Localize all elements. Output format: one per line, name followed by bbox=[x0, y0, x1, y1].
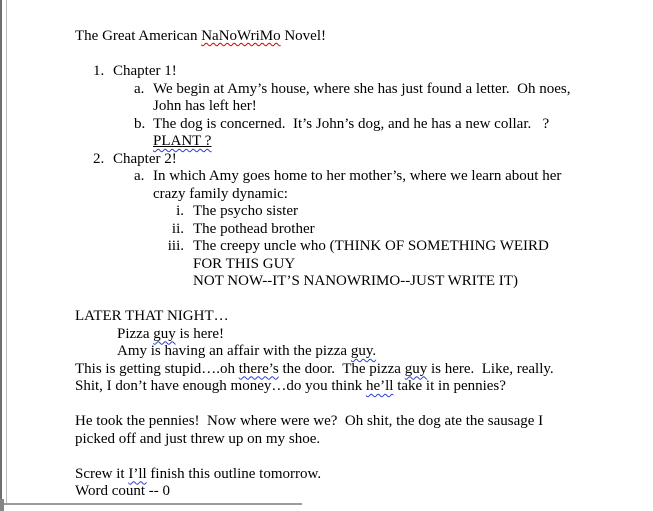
list-marker: a. bbox=[134, 80, 145, 97]
list-marker: i. bbox=[176, 203, 184, 219]
list-marker: a. bbox=[134, 168, 145, 184]
list-marker: 2. bbox=[93, 150, 105, 167]
outline-text: FOR THIS GUY bbox=[193, 255, 296, 272]
he-took-pennies-cont bbox=[75, 431, 653, 449]
paragraph-text: This is getting stupid….oh bbox=[75, 360, 239, 377]
outline-text: In which Amy goes home to her mother’s, where we learn about her bbox=[153, 168, 562, 184]
outline-subitem-iii-cont bbox=[75, 256, 653, 274]
affair-line bbox=[75, 343, 653, 361]
outline-item-1b-plant-note bbox=[75, 133, 653, 151]
outline-text: The creepy uncle who (THINK OF SOMETHING WEIRD bbox=[193, 238, 549, 254]
paragraph-text: picked off and just threw up on my shoe. bbox=[75, 430, 321, 447]
window-bottom-border bbox=[0, 503, 302, 505]
window-corner-mark bbox=[0, 499, 4, 511]
outline-item-1b bbox=[75, 116, 653, 134]
grammar-flagged-word: I’ll bbox=[128, 465, 147, 482]
screw-it-line bbox=[75, 466, 653, 484]
outline-text: The psycho sister bbox=[193, 203, 298, 219]
outline-subitem-iii bbox=[75, 238, 653, 256]
outline-subitem-ii bbox=[75, 221, 653, 239]
outline-item-chapter1 bbox=[75, 63, 653, 81]
outline-item-2a bbox=[75, 168, 653, 186]
grammar-flagged-word: guy. bbox=[350, 343, 377, 359]
blank-line bbox=[75, 448, 653, 466]
paragraph-text: is here! bbox=[175, 325, 225, 342]
outline-item-1a bbox=[75, 81, 653, 99]
pizza-guy-line bbox=[75, 326, 653, 344]
grammar-flagged-word: he’ll bbox=[365, 378, 394, 394]
doc-title bbox=[75, 28, 653, 46]
list-marker: b. bbox=[134, 115, 146, 132]
paragraph-text: Screw it bbox=[75, 465, 129, 482]
document-page[interactable] bbox=[7, 0, 653, 503]
outline-text: NOT NOW--IT’S NANOWRIMO--JUST WRITE IT) bbox=[193, 273, 518, 289]
outline-subitem-iii-cont2 bbox=[75, 273, 653, 291]
grammar-flagged-word: PLANT ? bbox=[153, 133, 212, 149]
outline-text: We begin at Amy’s house, where she has just found a letter. Oh noes, bbox=[153, 80, 571, 97]
paragraph-text: Amy is having an affair with the pizza bbox=[117, 343, 351, 359]
he-took-pennies-line bbox=[75, 413, 653, 431]
paragraph-text: finish this outline tomorrow. bbox=[146, 465, 322, 482]
outline-text: The dog is concerned. It’s John’s dog, and he has a new collar. ? bbox=[153, 115, 550, 132]
outline-item-2a-cont bbox=[75, 186, 653, 204]
outline-item-chapter2 bbox=[75, 151, 653, 169]
outline-text: Chapter 1! bbox=[113, 63, 177, 79]
blank-line bbox=[75, 291, 653, 309]
getting-stupid-line bbox=[75, 361, 653, 379]
list-marker: ii. bbox=[171, 220, 184, 237]
blank-line bbox=[75, 46, 653, 64]
misspelled-word: NaNoWriMo bbox=[201, 28, 281, 44]
list-marker: iii. bbox=[167, 238, 184, 254]
grammar-flagged-word: there’s bbox=[238, 360, 279, 377]
paragraph-text: is here. Like, really. bbox=[427, 360, 554, 377]
outline-text: crazy family dynamic: bbox=[153, 185, 288, 202]
title-text-pre: The Great American bbox=[75, 28, 202, 44]
paragraph-text: LATER THAT NIGHT… bbox=[75, 308, 229, 324]
list-marker: 1. bbox=[93, 63, 105, 79]
outline-subitem-i bbox=[75, 203, 653, 221]
paragraph-text: take it in pennies? bbox=[393, 378, 506, 394]
underlined-text bbox=[153, 133, 211, 149]
outline-item-1a-cont bbox=[75, 98, 653, 116]
title-text-post: Novel! bbox=[280, 28, 326, 44]
later-that-night-header bbox=[75, 308, 653, 326]
outline-text: Chapter 2! bbox=[113, 150, 177, 167]
outline-text: The pothead brother bbox=[193, 220, 315, 237]
paragraph-text: Word count -- 0 bbox=[75, 483, 171, 499]
pennies-question-line bbox=[75, 378, 653, 396]
paragraph-text: the door. The pizza bbox=[278, 360, 405, 377]
outline-text: John has left her! bbox=[153, 98, 257, 114]
grammar-flagged-word: guy bbox=[404, 360, 428, 377]
window-left-border bbox=[0, 0, 2, 511]
word-count-line bbox=[75, 483, 653, 501]
paragraph-text: Shit, I don’t have enough money…do you think bbox=[75, 378, 366, 394]
blank-line bbox=[75, 396, 653, 414]
paragraph-text: He took the pennies! Now where were we? Oh shit, the dog ate the sausage I bbox=[75, 413, 544, 429]
paragraph-text: Pizza bbox=[117, 325, 154, 342]
grammar-flagged-word: guy bbox=[153, 325, 176, 342]
